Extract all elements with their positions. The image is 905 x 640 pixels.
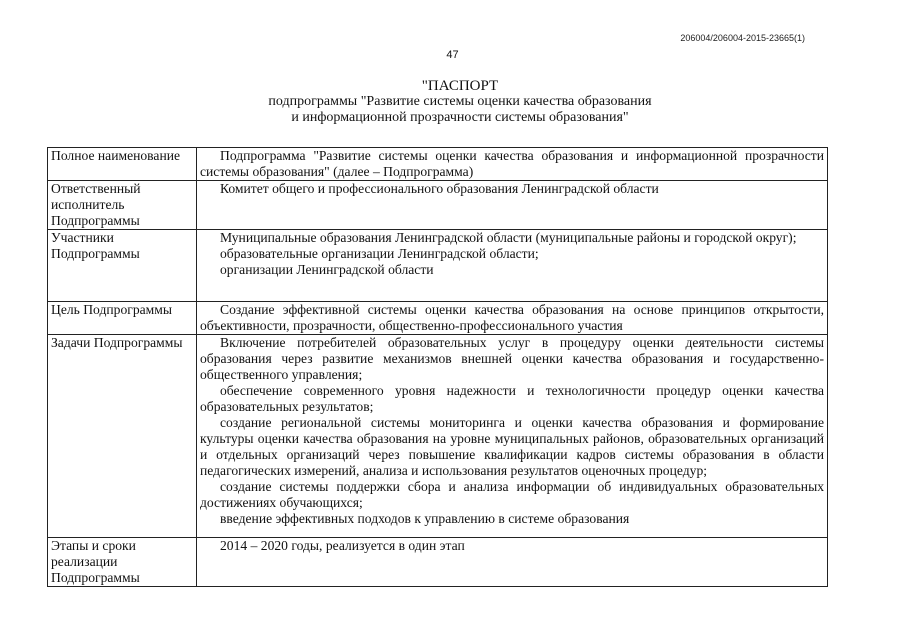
row-label-responsible: Ответственный исполнитель Подпрограммы xyxy=(48,181,197,230)
passport-table xyxy=(47,147,828,587)
table-row xyxy=(48,538,828,587)
value-paragraph: организации Ленинградской области xyxy=(220,262,434,277)
table-row xyxy=(48,335,828,538)
row-label-full-name: Полное наименование xyxy=(48,148,197,181)
value-paragraph: Комитет общего и профессионального образования Ленинградской области xyxy=(220,181,659,196)
passport-title xyxy=(0,78,905,126)
row-value-stages xyxy=(197,538,828,587)
table-row xyxy=(48,302,828,335)
value-paragraph: Создание эффективной системы оценки качества образования на основе принципов открытости, объективности, прозрачности, общественно-профессионального участия xyxy=(200,302,824,333)
table-row xyxy=(48,230,828,302)
value-paragraph: 2014 – 2020 годы, реализуется в один этап xyxy=(220,538,465,553)
row-label-participants: Участники Подпрограммы xyxy=(48,230,197,302)
row-value-goal xyxy=(197,302,828,335)
row-label-goal: Цель Подпрограммы xyxy=(48,302,197,335)
value-paragraph: создание системы поддержки сбора и анализа информации об индивидуальных образовательных достижениях обучающихся; xyxy=(200,479,824,510)
title-line-2: подпрограммы "Развитие системы оценки качества образования xyxy=(268,94,652,109)
value-paragraph: Муниципальные образования Ленинградской области (муниципальные районы и городской округ); xyxy=(220,230,797,245)
document-code: 206004/206004-2015-23665(1) xyxy=(680,33,805,43)
row-value-tasks xyxy=(197,335,828,538)
value-paragraph: Подпрограмма "Развитие системы оценки качества образования и информационной прозрачности системы образования" (далее – Подпрограмма) xyxy=(200,148,824,179)
page-number: 47 xyxy=(446,49,459,61)
row-value-participants xyxy=(197,230,828,302)
value-paragraph: введение эффективных подходов к управлению в системе образования xyxy=(220,511,630,526)
value-paragraph: создание региональной системы мониторинга и оценки качества образования и формирование культуры оценки качества образования на уровне муниципальных районов, образовательных организаций и отдельных организаций через повышение квалификации кадров системы образования в области педагогических измерений, анализа и использования результатов оценочных процедур; xyxy=(200,415,824,478)
row-label-stages: Этапы и сроки реализации Подпрограммы xyxy=(48,538,197,587)
table-row xyxy=(48,148,828,181)
title-line-1: "ПАСПОРТ xyxy=(421,78,499,94)
value-paragraph: Включение потребителей образовательных услуг в процедуру оценки деятельности системы образования через развитие механизмов внешней оценки качества образования и государственно-общественного управления; xyxy=(200,335,824,382)
value-paragraph: обеспечение современного уровня надежности и технологичности процедур оценки качества образовательных результатов; xyxy=(200,383,824,414)
title-line-3: и информационной прозрачности системы образования" xyxy=(291,110,629,125)
table-row xyxy=(48,181,828,230)
row-value-responsible xyxy=(197,181,828,230)
row-label-tasks: Задачи Подпрограммы xyxy=(48,335,197,538)
value-paragraph: образовательные организации Ленинградской области; xyxy=(220,246,539,261)
row-value-full-name xyxy=(197,148,828,181)
